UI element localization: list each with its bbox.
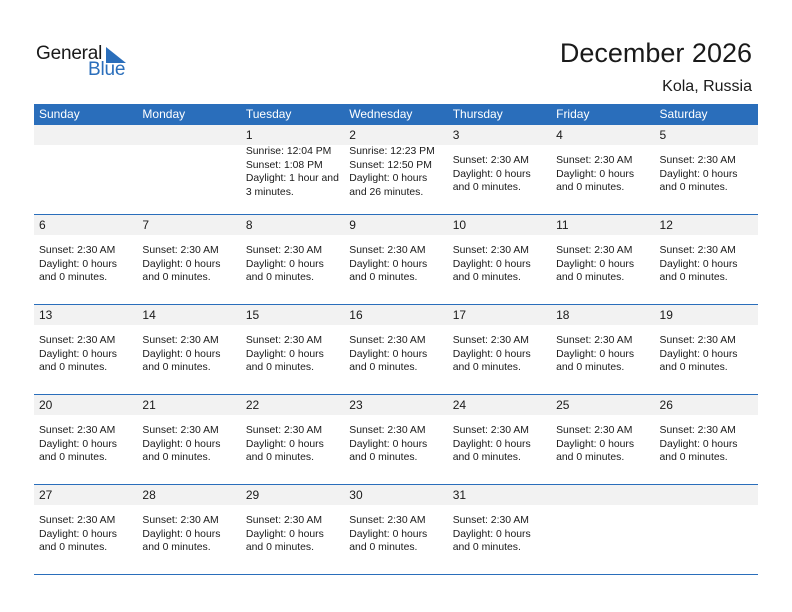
day-number: 2 bbox=[349, 128, 356, 142]
day-number bbox=[660, 485, 758, 505]
weekday-sunday: Sunday bbox=[39, 107, 80, 121]
day-number: 9 bbox=[349, 218, 356, 232]
day-info-line: Sunset: 2:30 AM bbox=[556, 335, 633, 346]
day-info-line: Sunset: 2:30 AM bbox=[142, 515, 219, 526]
day-cell bbox=[448, 125, 551, 214]
day-info-line: Daylight: 0 hours bbox=[452, 348, 531, 360]
day-info-line: Daylight: 0 hours bbox=[39, 438, 117, 450]
day-info-line: Sunset: 2:30 AM bbox=[452, 155, 529, 166]
weekday-wednesday: Wednesday bbox=[349, 107, 413, 121]
day-number: 3 bbox=[452, 128, 460, 142]
day-cell bbox=[137, 485, 240, 574]
day-info-line: and 0 minutes. bbox=[349, 362, 418, 373]
day-cell bbox=[34, 215, 137, 304]
day-info-line: Daylight: 0 hours bbox=[452, 168, 531, 180]
day-info-line: Daylight: 0 hours bbox=[349, 438, 428, 450]
day-info bbox=[349, 244, 447, 285]
day-info-line: and 0 minutes. bbox=[245, 362, 315, 373]
day-info bbox=[246, 244, 344, 285]
day-number: 7 bbox=[142, 218, 150, 232]
day-info-line: and 0 minutes. bbox=[349, 272, 418, 283]
day-info bbox=[246, 145, 344, 199]
day-info-line: Daylight: 0 hours bbox=[245, 528, 324, 540]
day-number: 4 bbox=[556, 128, 563, 142]
day-info bbox=[660, 244, 758, 285]
day-info-line: Sunset: 2:30 AM bbox=[142, 425, 219, 436]
day-info-line: Sunrise: 12:04 PM bbox=[245, 146, 332, 157]
day-info-line: 3 minutes. bbox=[245, 186, 294, 198]
day-info-line: and 0 minutes. bbox=[245, 272, 315, 283]
day-info-line: Sunset: 2:30 AM bbox=[142, 335, 219, 346]
day-info-line: and 0 minutes. bbox=[349, 452, 418, 463]
day-info bbox=[349, 145, 447, 199]
day-cell bbox=[448, 485, 551, 574]
day-info bbox=[142, 244, 240, 285]
day-info bbox=[246, 334, 344, 375]
day-number: 15 bbox=[245, 308, 260, 322]
day-info-line: Daylight: 0 hours bbox=[349, 173, 428, 184]
day-info bbox=[349, 334, 447, 375]
day-info-line: Daylight: 0 hours bbox=[245, 258, 324, 270]
day-number: 13 bbox=[39, 308, 53, 322]
day-info bbox=[556, 424, 654, 465]
day-number: 25 bbox=[556, 398, 570, 412]
day-info-line: Daylight: 0 hours bbox=[556, 168, 635, 180]
day-info bbox=[39, 514, 137, 555]
day-info-line: and 0 minutes. bbox=[142, 452, 211, 463]
day-cell bbox=[137, 215, 240, 304]
day-cell bbox=[241, 485, 344, 574]
day-info-line: Daylight: 0 hours bbox=[39, 258, 117, 270]
day-info-line: and 0 minutes. bbox=[142, 362, 211, 373]
day-info-line: and 0 minutes. bbox=[349, 542, 418, 553]
day-info-line: Sunset: 2:30 AM bbox=[142, 245, 219, 256]
day-info-line: Sunset: 2:30 AM bbox=[556, 155, 633, 166]
day-info-line: and 0 minutes. bbox=[452, 362, 521, 373]
day-info-line: and 0 minutes. bbox=[39, 362, 108, 373]
day-info-line: Daylight: 0 hours bbox=[556, 438, 635, 450]
day-info bbox=[660, 154, 758, 195]
day-cell bbox=[655, 215, 758, 304]
day-info-line: and 0 minutes. bbox=[245, 452, 315, 463]
day-info-line: Daylight: 0 hours bbox=[142, 258, 221, 270]
calendar-weeks bbox=[34, 125, 758, 575]
day-number: 20 bbox=[39, 398, 53, 412]
day-info-line: Sunset: 2:30 AM bbox=[39, 245, 116, 256]
day-info bbox=[349, 424, 447, 465]
day-cell bbox=[137, 125, 240, 214]
day-info-line: Sunset: 12:50 PM bbox=[349, 159, 432, 171]
logo-general-text: General bbox=[36, 43, 103, 64]
day-info bbox=[660, 424, 758, 465]
day-info bbox=[453, 334, 551, 375]
day-info bbox=[556, 154, 654, 195]
day-info-line: Daylight: 0 hours bbox=[245, 348, 324, 360]
day-info-line: Sunset: 2:30 AM bbox=[39, 335, 116, 346]
day-info-line: Daylight: 0 hours bbox=[142, 438, 221, 450]
day-info bbox=[453, 424, 551, 465]
day-number: 19 bbox=[659, 308, 673, 322]
day-cell bbox=[551, 485, 654, 574]
day-cell bbox=[34, 395, 137, 484]
day-number: 11 bbox=[556, 218, 569, 232]
day-info-line: Sunset: 2:30 AM bbox=[349, 245, 426, 256]
weekday-saturday: Saturday bbox=[659, 107, 708, 121]
day-info bbox=[660, 334, 758, 375]
day-info-line: Sunset: 2:30 AM bbox=[452, 515, 529, 526]
day-number: 22 bbox=[245, 398, 260, 412]
day-cell bbox=[344, 395, 447, 484]
day-info-line: Sunset: 2:30 AM bbox=[39, 425, 116, 436]
day-info-line: Daylight: 0 hours bbox=[142, 348, 221, 360]
day-cell bbox=[34, 485, 137, 574]
day-info-line: and 0 minutes. bbox=[556, 272, 625, 283]
day-info bbox=[453, 154, 551, 195]
day-number: 26 bbox=[659, 398, 673, 412]
day-number: 27 bbox=[39, 488, 53, 502]
day-info-line: Sunset: 2:30 AM bbox=[245, 245, 323, 256]
day-number: 30 bbox=[349, 488, 363, 502]
day-info bbox=[142, 424, 240, 465]
day-cell bbox=[344, 215, 447, 304]
day-number: 14 bbox=[142, 308, 156, 322]
day-number: 10 bbox=[452, 218, 467, 232]
day-number: 6 bbox=[39, 218, 46, 232]
day-number: 12 bbox=[659, 218, 673, 232]
day-cell bbox=[344, 485, 447, 574]
day-info-line: Sunset: 2:30 AM bbox=[556, 425, 633, 436]
day-info bbox=[556, 334, 654, 375]
day-info bbox=[142, 514, 240, 555]
week-row bbox=[34, 485, 758, 575]
day-info-line: Daylight: 0 hours bbox=[39, 348, 117, 360]
day-info-line: Daylight: 0 hours bbox=[659, 438, 738, 450]
day-info-line: Daylight: 0 hours bbox=[452, 528, 531, 540]
logo bbox=[36, 43, 136, 83]
day-number: 5 bbox=[659, 128, 667, 142]
day-info-line: Daylight: 0 hours bbox=[452, 438, 531, 450]
day-info-line: and 0 minutes. bbox=[659, 362, 728, 373]
day-number bbox=[142, 125, 240, 145]
day-info-line: Daylight: 0 hours bbox=[349, 258, 428, 270]
day-cell bbox=[344, 305, 447, 394]
day-cell bbox=[448, 305, 551, 394]
day-number: 21 bbox=[142, 398, 156, 412]
day-info bbox=[39, 424, 137, 465]
location-label: Kola, Russia bbox=[662, 78, 752, 95]
day-info-line: Daylight: 0 hours bbox=[556, 348, 635, 360]
day-number bbox=[556, 485, 654, 505]
day-info bbox=[246, 514, 344, 555]
day-info bbox=[349, 514, 447, 555]
day-cell bbox=[551, 305, 654, 394]
week-row bbox=[34, 305, 758, 395]
day-info-line: Daylight: 1 hour and bbox=[245, 173, 339, 184]
week-row bbox=[34, 395, 758, 485]
day-info-line: and 0 minutes. bbox=[142, 542, 211, 553]
day-cell bbox=[137, 395, 240, 484]
day-number: 8 bbox=[245, 218, 253, 232]
day-cell bbox=[448, 395, 551, 484]
day-info-line: Sunset: 2:30 AM bbox=[452, 245, 529, 256]
day-info-line: and 0 minutes. bbox=[659, 272, 728, 283]
day-info-line: Daylight: 0 hours bbox=[142, 528, 221, 540]
weekday-thursday: Thursday bbox=[452, 107, 503, 121]
day-cell bbox=[655, 305, 758, 394]
day-info-line: and 0 minutes. bbox=[452, 272, 521, 283]
day-info-line: Sunset: 1:08 PM bbox=[245, 159, 323, 171]
day-info-line: Sunrise: 12:23 PM bbox=[349, 146, 435, 157]
day-cell bbox=[551, 125, 654, 214]
day-info-line: Sunset: 2:30 AM bbox=[245, 425, 323, 436]
day-info-line: and 0 minutes. bbox=[39, 542, 108, 553]
day-info-line: and 0 minutes. bbox=[452, 542, 521, 553]
day-info bbox=[453, 514, 551, 555]
day-info bbox=[39, 244, 137, 285]
day-info-line: Sunset: 2:30 AM bbox=[245, 335, 323, 346]
day-info-line: Sunset: 2:30 AM bbox=[556, 245, 633, 256]
day-number: 16 bbox=[349, 308, 363, 322]
day-info-line: and 0 minutes. bbox=[659, 182, 728, 193]
day-cell bbox=[655, 125, 758, 214]
weekday-monday: Monday bbox=[142, 107, 186, 121]
day-info-line: Daylight: 0 hours bbox=[245, 438, 324, 450]
day-info-line: Daylight: 0 hours bbox=[452, 258, 531, 270]
day-info-line: and 0 minutes. bbox=[659, 452, 728, 463]
day-info-line: Sunset: 2:30 AM bbox=[659, 425, 736, 436]
day-cell bbox=[34, 125, 137, 214]
day-cell bbox=[655, 395, 758, 484]
day-info-line: and 0 minutes. bbox=[556, 362, 625, 373]
day-info-line: Daylight: 0 hours bbox=[349, 348, 428, 360]
day-number: 31 bbox=[452, 488, 467, 502]
day-info-line: Sunset: 2:30 AM bbox=[659, 245, 736, 256]
day-info bbox=[556, 244, 654, 285]
day-info bbox=[246, 424, 344, 465]
day-info-line: and 26 minutes. bbox=[349, 186, 424, 198]
day-info-line: Sunset: 2:30 AM bbox=[659, 155, 736, 166]
day-info-line: Sunset: 2:30 AM bbox=[349, 425, 426, 436]
day-number: 28 bbox=[142, 488, 156, 502]
day-cell bbox=[448, 215, 551, 304]
day-info-line: Daylight: 0 hours bbox=[659, 258, 738, 270]
day-number bbox=[39, 125, 137, 145]
day-number: 23 bbox=[349, 398, 363, 412]
day-info-line: and 0 minutes. bbox=[39, 272, 108, 283]
day-info-line: Sunset: 2:30 AM bbox=[659, 335, 736, 346]
week-row bbox=[34, 125, 758, 215]
day-info-line: and 0 minutes. bbox=[245, 542, 315, 553]
day-info-line: Sunset: 2:30 AM bbox=[349, 335, 426, 346]
day-info bbox=[142, 334, 240, 375]
day-info-line: and 0 minutes. bbox=[39, 452, 108, 463]
day-cell bbox=[241, 305, 344, 394]
day-number: 17 bbox=[452, 308, 467, 322]
day-info-line: Sunset: 2:30 AM bbox=[39, 515, 116, 526]
day-info-line: and 0 minutes. bbox=[452, 182, 521, 193]
day-info-line: Daylight: 0 hours bbox=[349, 528, 428, 540]
day-number: 18 bbox=[556, 308, 570, 322]
day-number: 24 bbox=[452, 398, 467, 412]
day-info-line: Sunset: 2:30 AM bbox=[452, 335, 529, 346]
day-info-line: Daylight: 0 hours bbox=[659, 168, 738, 180]
day-cell bbox=[137, 305, 240, 394]
day-number: 1 bbox=[245, 128, 253, 142]
day-info-line: and 0 minutes. bbox=[142, 272, 211, 283]
day-info-line: and 0 minutes. bbox=[556, 452, 625, 463]
day-info bbox=[453, 244, 551, 285]
day-info-line: Daylight: 0 hours bbox=[39, 528, 117, 540]
day-cell bbox=[241, 125, 344, 214]
day-number: 29 bbox=[245, 488, 260, 502]
week-row bbox=[34, 215, 758, 305]
day-info-line: Sunset: 2:30 AM bbox=[452, 425, 529, 436]
day-cell bbox=[344, 125, 447, 214]
calendar-grid bbox=[34, 104, 758, 575]
day-cell bbox=[241, 395, 344, 484]
day-cell bbox=[34, 305, 137, 394]
logo-blue-text: Blue bbox=[88, 59, 126, 80]
day-info-line: and 0 minutes. bbox=[452, 452, 521, 463]
day-cell bbox=[241, 215, 344, 304]
day-info bbox=[39, 334, 137, 375]
day-info-line: Daylight: 0 hours bbox=[556, 258, 635, 270]
day-cell bbox=[551, 215, 654, 304]
day-info-line: and 0 minutes. bbox=[556, 182, 625, 193]
page-title: December 2026 bbox=[559, 38, 752, 68]
weekday-friday: Friday bbox=[556, 107, 590, 121]
day-info-line: Sunset: 2:30 AM bbox=[349, 515, 426, 526]
day-info-line: Daylight: 0 hours bbox=[659, 348, 738, 360]
day-cell bbox=[655, 485, 758, 574]
day-info-line: Sunset: 2:30 AM bbox=[245, 515, 323, 526]
weekday-tuesday: Tuesday bbox=[245, 107, 292, 121]
weekday-header bbox=[34, 104, 758, 125]
day-cell bbox=[551, 395, 654, 484]
